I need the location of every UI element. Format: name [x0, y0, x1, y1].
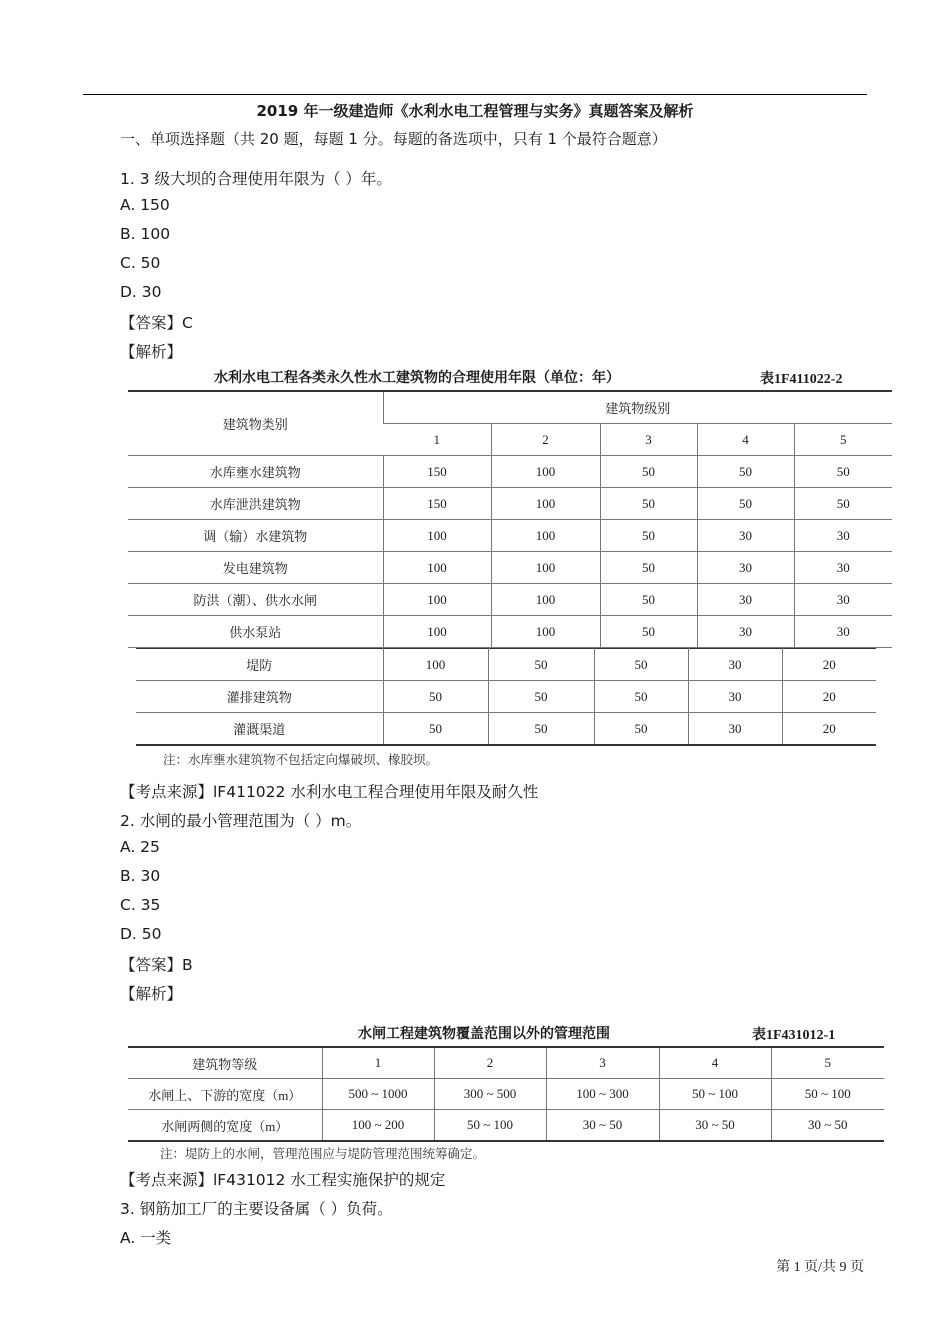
document-title: 2019 年一级建造师《水利水电工程管理与实务》真题答案及解析 [256, 102, 694, 120]
row-label: 灌溉渠道 [136, 713, 383, 746]
cell: 30 [794, 552, 892, 584]
row-label: 防洪（潮）、供水水闸 [128, 584, 383, 616]
table-row [136, 681, 876, 713]
cell: 30 [697, 520, 794, 552]
cell: 30 ~ 50 [546, 1110, 659, 1142]
q2-analysis-label: 【解析】 [120, 985, 183, 1003]
table-row [128, 584, 892, 616]
cell: 100 [491, 488, 600, 520]
cell: 50 [488, 713, 594, 746]
q1-option-d: D. 30 [120, 283, 162, 301]
table2-col-header: 建筑物等级 [128, 1047, 322, 1079]
table-row [128, 616, 892, 648]
table1-number: 表1F411022-2 [760, 372, 843, 387]
table1-caption: 水利水电工程各类永久性水工建筑物的合理使用年限（单位：年） [214, 370, 620, 386]
question-3-stem: 3. 钢筋加工厂的主要设备属（ ）负荷。 [120, 1200, 393, 1218]
table2-number: 表1F431012-1 [752, 1028, 836, 1043]
cell: 30 [794, 520, 892, 552]
cell: 100 ~ 200 [322, 1110, 434, 1142]
cell: 50 [600, 616, 697, 648]
table1-level: 3 [600, 424, 697, 456]
cell: 50 [488, 681, 594, 713]
cell: 50 [697, 488, 794, 520]
table-row [128, 456, 892, 488]
question-2-stem: 2. 水闸的最小管理范围为（ ）m。 [120, 812, 362, 830]
cell: 50 [594, 649, 688, 681]
row-label: 水库壅水建筑物 [128, 456, 383, 488]
cell: 50 [600, 488, 697, 520]
cell: 150 [383, 456, 491, 488]
table2-level: 5 [771, 1047, 884, 1079]
cell: 50 [594, 681, 688, 713]
row-label: 水闸上、下游的宽度（m） [128, 1079, 322, 1110]
cell: 30 [688, 713, 782, 746]
table-row [128, 1110, 884, 1142]
cell: 50 [794, 488, 892, 520]
q3-option-a: A. 一类 [120, 1229, 172, 1247]
cell: 50 [600, 584, 697, 616]
q1-answer: 【答案】C [120, 314, 193, 332]
cell: 100 [383, 616, 491, 648]
table-header-row [128, 1047, 884, 1079]
cell: 20 [782, 649, 876, 681]
cell: 100 [491, 552, 600, 584]
q1-analysis-label: 【解析】 [120, 343, 183, 361]
cell: 50 [794, 456, 892, 488]
row-label: 调（输）水建筑物 [128, 520, 383, 552]
cell: 20 [782, 713, 876, 746]
cell: 100 [491, 520, 600, 552]
q2-option-c: C. 35 [120, 896, 161, 914]
management-range-table [128, 1046, 884, 1142]
table1-col-header: 建筑物类别 [128, 391, 383, 456]
cell: 30 ~ 50 [771, 1110, 884, 1142]
table1-group-header: 建筑物级别 [383, 391, 892, 424]
table2-level: 4 [659, 1047, 771, 1079]
row-label: 发电建筑物 [128, 552, 383, 584]
cell: 50 [600, 456, 697, 488]
q1-option-a: A. 150 [120, 196, 170, 214]
cell: 20 [782, 681, 876, 713]
row-label: 堤防 [136, 649, 383, 681]
cell: 50 ~ 100 [434, 1110, 546, 1142]
service-life-table [128, 390, 892, 648]
cell: 30 [794, 584, 892, 616]
cell: 50 [383, 681, 488, 713]
cell: 100 [383, 649, 488, 681]
row-label: 灌排建筑物 [136, 681, 383, 713]
table1-level: 4 [697, 424, 794, 456]
cell: 50 [488, 649, 594, 681]
cell: 30 ~ 50 [659, 1110, 771, 1142]
table2-note: 注：堤防上的水闸，管理范围应与堤防管理范围统筹确定。 [160, 1147, 486, 1161]
row-label: 供水泵站 [128, 616, 383, 648]
question-1-stem: 1. 3 级大坝的合理使用年限为（ ）年。 [120, 170, 392, 188]
cell: 100 [491, 456, 600, 488]
table-row [128, 552, 892, 584]
table-row [128, 1079, 884, 1110]
header-rule [83, 94, 867, 95]
cell: 100 [383, 584, 491, 616]
cell: 50 [383, 713, 488, 746]
q2-option-d: D. 50 [120, 925, 162, 943]
table1-level: 1 [383, 424, 491, 456]
cell: 150 [383, 488, 491, 520]
table2-level: 1 [322, 1047, 434, 1079]
table1-note: 注：水库壅水建筑物不包括定向爆破坝、橡胶坝。 [163, 753, 439, 767]
cell: 100 [383, 552, 491, 584]
cell: 100 [491, 584, 600, 616]
table-row [136, 713, 876, 746]
cell: 30 [688, 649, 782, 681]
cell: 50 [600, 520, 697, 552]
q2-option-b: B. 30 [120, 867, 161, 885]
q2-source: 【考点来源】lF431012 水工程实施保护的规定 [120, 1171, 446, 1189]
cell: 500 ~ 1000 [322, 1079, 434, 1110]
cell: 100 [491, 616, 600, 648]
cell: 30 [697, 616, 794, 648]
table1-level: 2 [491, 424, 600, 456]
cell: 30 [697, 584, 794, 616]
page-footer: 第 1 页/共 9 页 [776, 1260, 864, 1275]
section-header: 一、单项选择题（共 20 题，每题 1 分。每题的备选项中，只有 1 个最符合题意） [120, 130, 667, 148]
table2-level: 2 [434, 1047, 546, 1079]
cell: 50 [697, 456, 794, 488]
service-life-table-continued [136, 648, 876, 746]
table-row [136, 649, 876, 681]
q1-option-b: B. 100 [120, 225, 171, 243]
cell: 50 [600, 552, 697, 584]
cell: 30 [688, 681, 782, 713]
q2-answer: 【答案】B [120, 956, 193, 974]
cell: 30 [697, 552, 794, 584]
table2-level: 3 [546, 1047, 659, 1079]
table2-caption: 水闸工程建筑物覆盖范围以外的管理范围 [358, 1026, 610, 1042]
cell: 100 ~ 300 [546, 1079, 659, 1110]
row-label: 水闸两侧的宽度（m） [128, 1110, 322, 1142]
table-row [128, 488, 892, 520]
cell: 100 [383, 520, 491, 552]
cell: 300 ~ 500 [434, 1079, 546, 1110]
cell: 50 [594, 713, 688, 746]
q2-option-a: A. 25 [120, 838, 160, 856]
q1-option-c: C. 50 [120, 254, 161, 272]
table1-level: 5 [794, 424, 892, 456]
cell: 50 ~ 100 [771, 1079, 884, 1110]
cell: 50 ~ 100 [659, 1079, 771, 1110]
q1-source: 【考点来源】lF411022 水利水电工程合理使用年限及耐久性 [120, 783, 539, 801]
cell: 30 [794, 616, 892, 648]
table-row [128, 520, 892, 552]
row-label: 水库泄洪建筑物 [128, 488, 383, 520]
